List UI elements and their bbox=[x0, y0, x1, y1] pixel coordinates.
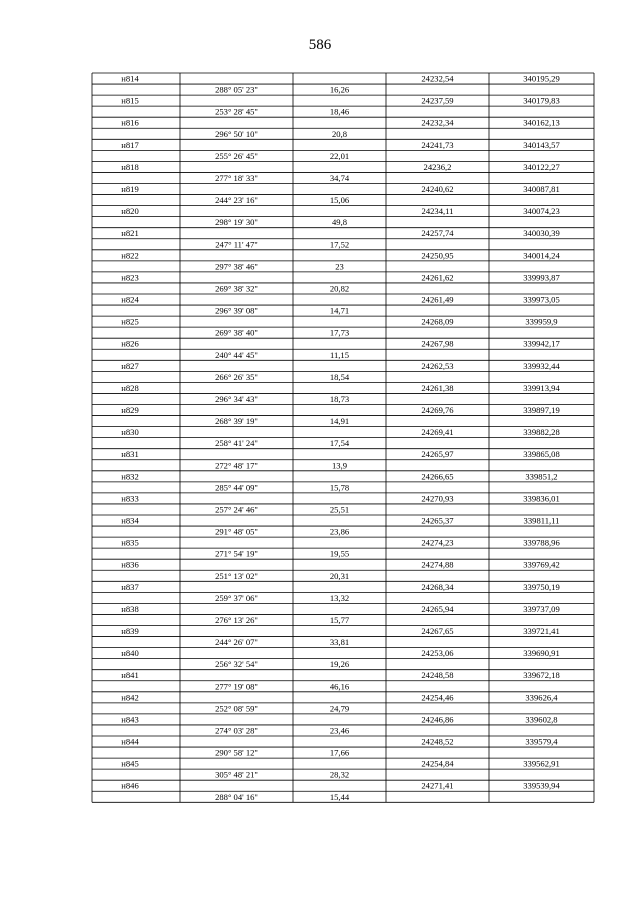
point-y: 339897,19 bbox=[523, 405, 560, 416]
point-x: 24234,11 bbox=[421, 206, 454, 217]
segment-length: 11,15 bbox=[329, 349, 350, 360]
point-x: 24265,94 bbox=[421, 603, 454, 614]
point-id: н844 bbox=[121, 736, 139, 747]
point-y: 339973,05 bbox=[523, 294, 560, 305]
segment-length: 25,51 bbox=[329, 504, 350, 515]
point-y: 339788,96 bbox=[523, 537, 560, 548]
point-y: 340179,83 bbox=[523, 95, 560, 106]
segment-angle: 288° 05' 23" bbox=[215, 84, 258, 95]
point-y: 339562,91 bbox=[523, 758, 560, 769]
point-x: 24261,38 bbox=[421, 382, 454, 393]
point-id: н819 bbox=[121, 184, 139, 195]
point-x: 24274,88 bbox=[421, 559, 454, 570]
segment-angle: 268° 39' 19" bbox=[215, 416, 258, 427]
segment-length: 15,06 bbox=[329, 195, 350, 206]
point-x: 24265,97 bbox=[421, 449, 454, 460]
point-id: н818 bbox=[121, 161, 139, 172]
point-y: 340087,81 bbox=[523, 184, 560, 195]
point-id: н828 bbox=[121, 382, 139, 393]
point-y: 339811,11 bbox=[523, 515, 560, 526]
segment-length: 13,32 bbox=[329, 592, 350, 603]
point-id: н833 bbox=[121, 493, 139, 504]
segment-angle: 240° 44' 45" bbox=[215, 349, 258, 360]
segment-angle: 277° 18' 33" bbox=[215, 172, 258, 183]
point-x: 24261,62 bbox=[421, 272, 454, 283]
segment-angle: 252° 08' 59" bbox=[215, 703, 258, 714]
segment-length: 23 bbox=[335, 261, 344, 272]
point-y: 339882,28 bbox=[523, 427, 560, 438]
point-y: 340143,57 bbox=[523, 139, 560, 150]
segment-length: 20,31 bbox=[329, 570, 350, 581]
segment-length: 14,71 bbox=[329, 305, 350, 316]
point-id: н841 bbox=[121, 670, 139, 681]
point-x: 24268,34 bbox=[421, 581, 454, 592]
point-x: 24232,54 bbox=[421, 73, 454, 84]
point-id: н840 bbox=[121, 648, 139, 659]
segment-length: 19,26 bbox=[329, 659, 350, 670]
point-id: н838 bbox=[121, 603, 139, 614]
point-y: 339913,94 bbox=[523, 382, 560, 393]
segment-length: 15,77 bbox=[329, 614, 350, 625]
point-y: 340195,29 bbox=[523, 73, 560, 84]
segment-angle: 244° 23' 16" bbox=[215, 195, 258, 206]
point-x: 24270,93 bbox=[421, 493, 454, 504]
point-y: 340074,23 bbox=[523, 206, 560, 217]
segment-angle: 296° 50' 10" bbox=[215, 128, 258, 139]
point-y: 339579,4 bbox=[525, 736, 558, 747]
point-y: 339737,09 bbox=[523, 603, 560, 614]
point-id: н839 bbox=[121, 626, 139, 637]
point-y: 340030,39 bbox=[523, 228, 560, 239]
segment-angle: 274° 03' 28" bbox=[215, 725, 258, 736]
segment-angle: 290° 58' 12" bbox=[215, 747, 258, 758]
point-x: 24246,86 bbox=[421, 714, 454, 725]
point-id: н835 bbox=[121, 537, 139, 548]
segment-length: 34,74 bbox=[329, 172, 350, 183]
segment-angle: 276° 13' 26" bbox=[215, 614, 258, 625]
point-y: 339942,17 bbox=[523, 338, 560, 349]
point-id: н820 bbox=[121, 206, 139, 217]
point-y: 339851,2 bbox=[525, 471, 558, 482]
segment-length: 22,01 bbox=[329, 150, 350, 161]
point-x: 24237,59 bbox=[421, 95, 454, 106]
point-x: 24236,2 bbox=[423, 161, 452, 172]
point-y: 339769,42 bbox=[523, 559, 560, 570]
point-id: н816 bbox=[121, 117, 139, 128]
segment-length: 15,44 bbox=[329, 791, 350, 802]
point-x: 24254,46 bbox=[421, 692, 454, 703]
point-x: 24262,53 bbox=[421, 360, 454, 371]
segment-angle: 244° 26' 07" bbox=[215, 637, 258, 648]
point-x: 24253,06 bbox=[421, 648, 454, 659]
point-id: н830 bbox=[121, 427, 139, 438]
segment-angle: 251° 13' 02" bbox=[215, 570, 258, 581]
point-y: 339959,9 bbox=[525, 316, 558, 327]
point-x: 24248,52 bbox=[421, 736, 454, 747]
segment-length: 15,78 bbox=[329, 482, 350, 493]
segment-angle: 285° 44' 09" bbox=[215, 482, 258, 493]
point-x: 24269,76 bbox=[421, 405, 454, 416]
segment-angle: 296° 34' 43" bbox=[215, 393, 258, 404]
point-id: н837 bbox=[121, 581, 139, 592]
page-number: 586 bbox=[308, 37, 332, 53]
point-id: н829 bbox=[121, 405, 139, 416]
segment-length: 14,91 bbox=[329, 416, 350, 427]
point-id: н825 bbox=[121, 316, 139, 327]
segment-length: 28,32 bbox=[329, 769, 350, 780]
point-y: 339672,18 bbox=[523, 670, 560, 681]
segment-length: 46,16 bbox=[329, 681, 350, 692]
point-y: 339865,08 bbox=[523, 449, 560, 460]
point-x: 24241,73 bbox=[421, 139, 454, 150]
segment-angle: 271° 54' 19" bbox=[215, 548, 258, 559]
segment-angle: 253° 28' 45" bbox=[215, 106, 258, 117]
segment-length: 17,54 bbox=[329, 438, 350, 449]
segment-length: 17,73 bbox=[329, 327, 350, 338]
point-id: н826 bbox=[121, 338, 139, 349]
point-y: 339539,94 bbox=[523, 780, 560, 791]
point-x: 24274,23 bbox=[421, 537, 454, 548]
point-y: 339932,44 bbox=[523, 360, 560, 371]
point-id: н832 bbox=[121, 471, 139, 482]
point-x: 24266,65 bbox=[421, 471, 454, 482]
point-x: 24254,84 bbox=[421, 758, 454, 769]
point-y: 339836,01 bbox=[523, 493, 560, 504]
segment-length: 20,82 bbox=[329, 283, 350, 294]
segment-length: 18,73 bbox=[329, 393, 350, 404]
segment-length: 24,79 bbox=[329, 703, 350, 714]
point-x: 24269,41 bbox=[421, 427, 454, 438]
segment-length: 17,66 bbox=[329, 747, 350, 758]
point-x: 24240,62 bbox=[421, 184, 454, 195]
segment-angle: 277° 19' 08" bbox=[215, 681, 258, 692]
segment-angle: 296° 39' 08" bbox=[215, 305, 258, 316]
point-y: 339602,8 bbox=[525, 714, 558, 725]
point-y: 340014,24 bbox=[523, 250, 560, 261]
point-x: 24250,95 bbox=[421, 250, 454, 261]
point-id: н845 bbox=[121, 758, 139, 769]
point-id: н834 bbox=[121, 515, 139, 526]
point-id: н824 bbox=[121, 294, 139, 305]
point-x: 24268,09 bbox=[421, 316, 454, 327]
segment-angle: 297° 38' 46" bbox=[215, 261, 258, 272]
segment-angle: 298° 19' 30" bbox=[215, 217, 258, 228]
point-x: 24232,34 bbox=[421, 117, 454, 128]
segment-angle: 258° 41' 24" bbox=[215, 438, 258, 449]
segment-angle: 257° 24' 46" bbox=[215, 504, 258, 515]
point-y: 339721,41 bbox=[523, 626, 560, 637]
segment-angle: 247° 11' 47" bbox=[215, 239, 258, 250]
point-id: н817 bbox=[121, 139, 139, 150]
segment-length: 23,86 bbox=[329, 526, 350, 537]
point-x: 24267,65 bbox=[421, 626, 454, 637]
segment-angle: 288° 04' 16" bbox=[215, 791, 258, 802]
point-id: н846 bbox=[121, 780, 139, 791]
segment-length: 49,8 bbox=[331, 217, 348, 228]
segment-length: 17,52 bbox=[329, 239, 350, 250]
segment-angle: 269° 38' 32" bbox=[215, 283, 258, 294]
point-y: 339993,87 bbox=[523, 272, 560, 283]
point-id: н831 bbox=[121, 449, 139, 460]
point-x: 24248,58 bbox=[421, 670, 454, 681]
segment-length: 19,55 bbox=[329, 548, 350, 559]
segment-length: 20,8 bbox=[331, 128, 348, 139]
segment-angle: 255° 26' 45" bbox=[215, 150, 258, 161]
point-id: н842 bbox=[121, 692, 139, 703]
segment-length: 18,54 bbox=[329, 371, 350, 382]
point-x: 24257,74 bbox=[421, 228, 454, 239]
point-y: 340122,27 bbox=[523, 161, 560, 172]
point-id: н821 bbox=[121, 228, 139, 239]
point-x: 24271,41 bbox=[421, 780, 454, 791]
point-y: 339690,91 bbox=[523, 648, 560, 659]
point-id: н815 bbox=[121, 95, 139, 106]
point-y: 340162,13 bbox=[523, 117, 560, 128]
segment-length: 23,46 bbox=[329, 725, 350, 736]
segment-angle: 269° 38' 40" bbox=[215, 327, 258, 338]
segment-angle: 272° 48' 17" bbox=[215, 460, 258, 471]
segment-angle: 305° 48' 21" bbox=[215, 769, 258, 780]
point-id: н823 bbox=[121, 272, 139, 283]
point-y: 339626,4 bbox=[525, 692, 558, 703]
point-id: н827 bbox=[121, 360, 139, 371]
point-x: 24267,98 bbox=[421, 338, 454, 349]
point-y: 339750,19 bbox=[523, 581, 560, 592]
segment-length: 13,9 bbox=[331, 460, 348, 471]
segment-length: 16,26 bbox=[329, 84, 350, 95]
point-id: н814 bbox=[121, 73, 139, 84]
point-id: н822 bbox=[121, 250, 139, 261]
segment-length: 18,46 bbox=[329, 106, 350, 117]
segment-angle: 266° 26' 35" bbox=[215, 371, 258, 382]
point-id: н836 bbox=[121, 559, 139, 570]
point-x: 24265,37 bbox=[421, 515, 454, 526]
segment-angle: 291° 48' 05" bbox=[215, 526, 258, 537]
segment-angle: 256° 32' 54" bbox=[215, 659, 258, 670]
point-x: 24261,49 bbox=[421, 294, 454, 305]
segment-angle: 259° 37' 06" bbox=[215, 592, 258, 603]
point-id: н843 bbox=[121, 714, 139, 725]
segment-length: 33,81 bbox=[329, 637, 350, 648]
